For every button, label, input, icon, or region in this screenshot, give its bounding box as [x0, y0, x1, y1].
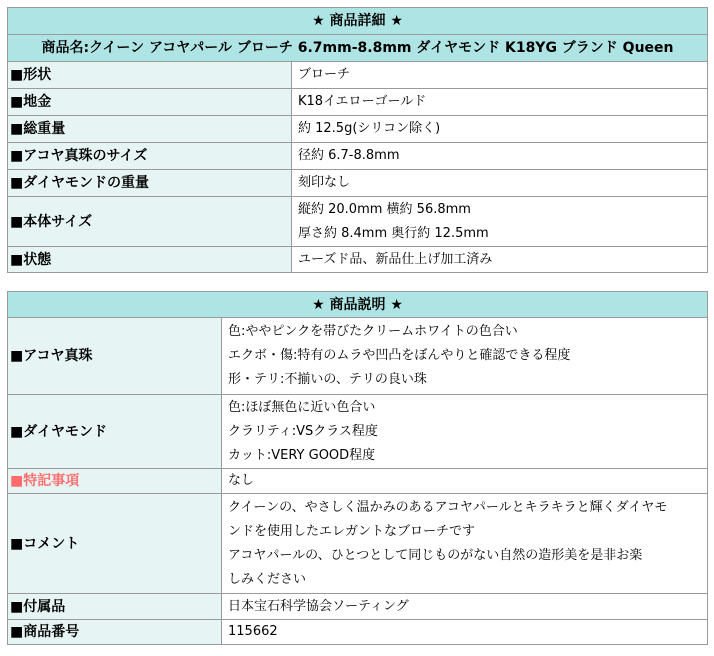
item-number-label: ■商品番号: [8, 620, 222, 645]
body-size-line: 縦約 20.0mm 横約 56.8mm: [298, 201, 471, 217]
comment-line: しみください: [228, 571, 307, 587]
special-notes-label: ■特記事項: [8, 469, 222, 494]
description-header: ★ 商品説明 ★: [8, 292, 708, 318]
diamond-line: クラリティ:VSクラス程度: [228, 423, 378, 439]
pearl-line: 色:ややピンクを帯びたクリームホワイトの色合い: [228, 324, 518, 339]
comment-value: [222, 494, 708, 594]
product-name: 商品名:クイーン アコヤパール ブローチ 6.7mm-8.8mm ダイヤモンド K18YG ブランド Queen: [8, 35, 708, 62]
comment-label: ■コメント: [8, 494, 222, 594]
pearl-line: 形・テリ:不揃いの、テリの良い珠: [228, 372, 427, 387]
pearl-label: ■アコヤ真珠: [8, 318, 222, 395]
diamond-line: カット:VERY GOOD程度: [228, 447, 376, 463]
product-description-table: [7, 291, 708, 645]
diamond-weight-value: 刻印なし: [292, 170, 708, 197]
product-details-table: [7, 7, 708, 273]
diamond-line: 色:ほぼ無色に近い色合い: [228, 399, 376, 415]
condition-label: ■状態: [8, 247, 292, 273]
condition-value: ユーズド品、新品仕上げ加工済み: [292, 247, 708, 273]
pearl-size-value: 径約 6.7-8.8mm: [292, 143, 708, 170]
total-weight-value: 約 12.5g(シリコン除く): [292, 116, 708, 143]
pearl-size-label: ■アコヤ真珠のサイズ: [8, 143, 292, 170]
special-notes-value: なし: [222, 469, 708, 494]
body-size-line: 厚さ約 8.4mm 奥行約 12.5mm: [298, 225, 489, 241]
total-weight-label: ■総重量: [8, 116, 292, 143]
body-size-label: ■本体サイズ: [8, 197, 292, 247]
comment-line: クイーンの、やさしく温かみのあるアコヤパールとキラキラと輝くダイヤモ: [228, 499, 668, 515]
diamond-weight-label: ■ダイヤモンドの重量: [8, 170, 292, 197]
diamond-label: ■ダイヤモンド: [8, 395, 222, 469]
details-header: ★ 商品詳細 ★: [8, 8, 708, 35]
metal-value: K18イエローゴールド: [292, 89, 708, 116]
diamond-value: [222, 395, 708, 469]
comment-line: ンドを使用したエレガントなブローチです: [228, 523, 476, 539]
pearl-value: [222, 318, 708, 395]
pearl-line: エクボ・傷:特有のムラや凹凸をぼんやりと確認できる程度: [228, 348, 571, 363]
body-size-value: [292, 197, 708, 247]
metal-label: ■地金: [8, 89, 292, 116]
accessory-label: ■付属品: [8, 594, 222, 620]
shape-label: ■形状: [8, 62, 292, 89]
item-number-value: 115662: [222, 620, 708, 645]
comment-line: アコヤパールの、ひとつとして同じものがない自然の造形美を是非お楽: [228, 547, 643, 563]
accessory-value: 日本宝石科学協会ソーティング: [222, 594, 708, 620]
shape-value: ブローチ: [292, 62, 708, 89]
